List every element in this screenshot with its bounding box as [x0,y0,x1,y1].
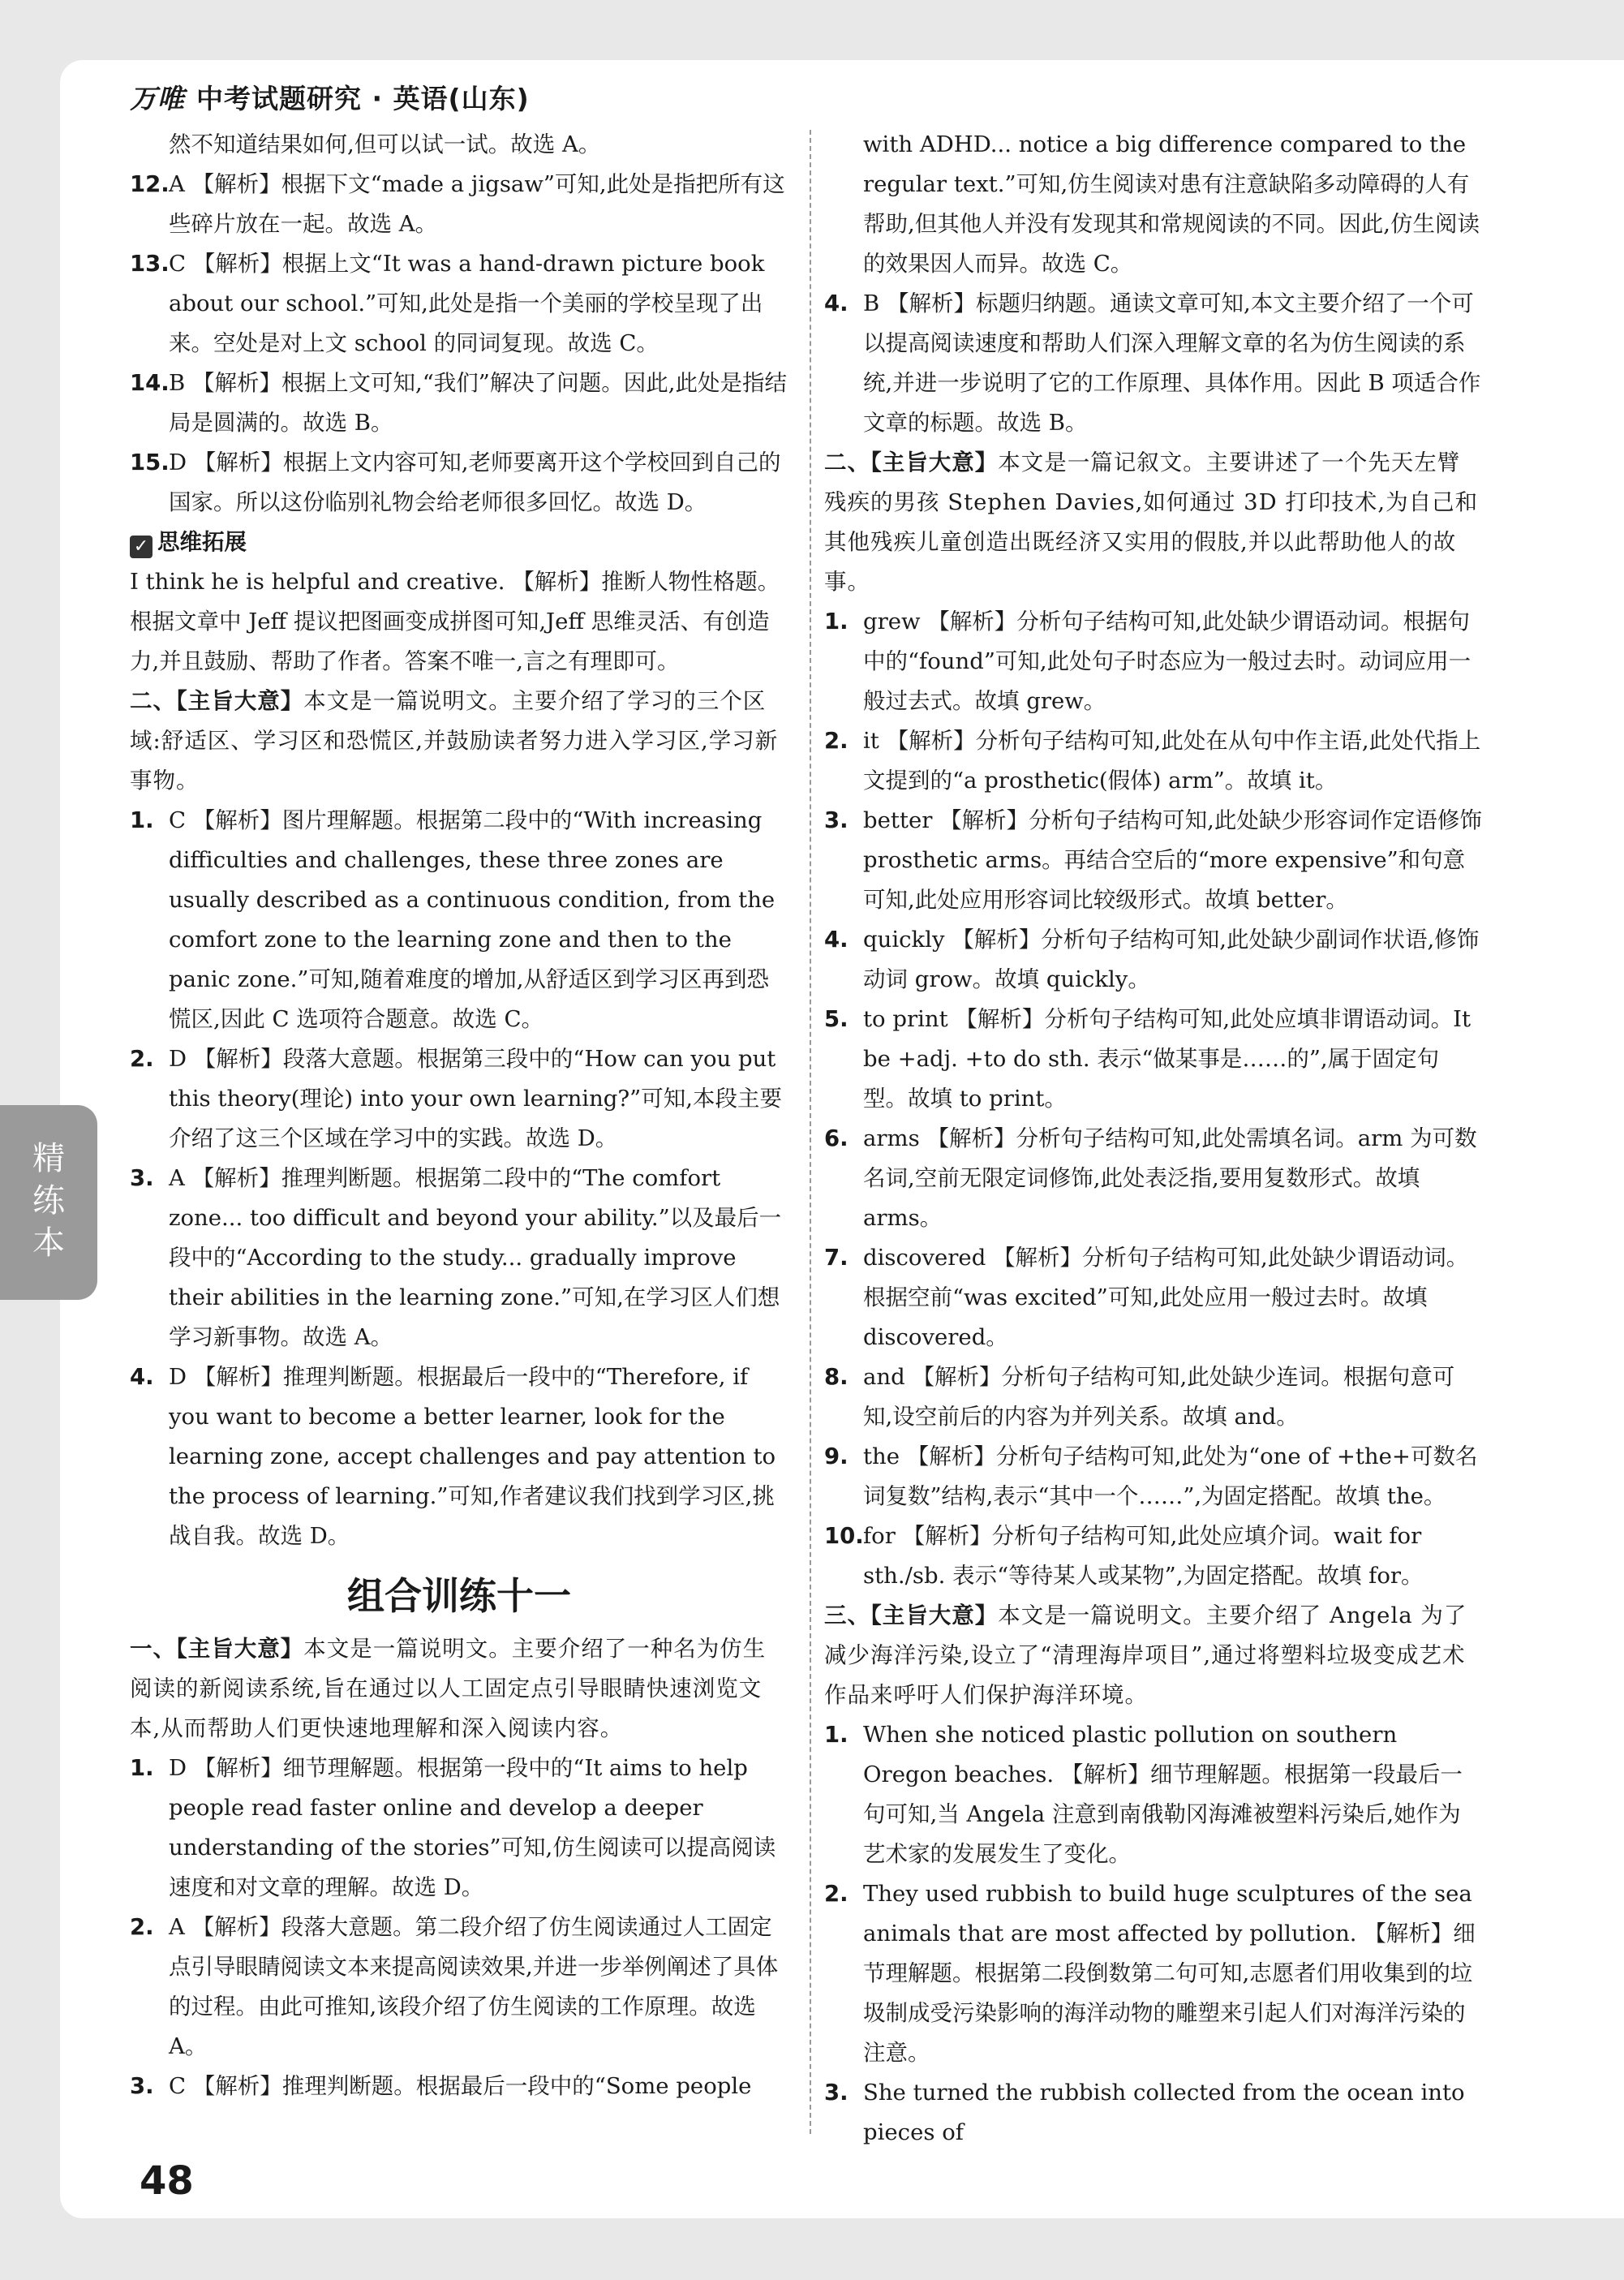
section-label: 二、【主旨大意】 [824,450,999,475]
section-summary [824,1596,1483,1715]
answer-item [824,2073,1483,2153]
item-text: the 【解析】分析句子结构可知,此处为“one of +the+可数名词复数”结构,表示“其中一个……”,为固定搭配。故填 the。 [863,1443,1478,1509]
item-text: She turned the rubbish collected from the ocean into pieces of [863,2080,1465,2145]
item-text: D 【解析】推理判断题。根据最后一段中的“Therefore, if you want to become a better learner, look for the learning zone, accept challenges and pay attention to the process of learning.”可知,作者建议我们找到学习区,挑战自我。故选 D。 [169,1364,776,1549]
answer-item [824,1357,1483,1437]
column-divider [810,130,811,2134]
answer-item [130,165,788,244]
item-text: better 【解析】分析句子结构可知,此处缺少形容词作定语修饰 prosthetic arms。再结合空后的“more expensive”和句意可知,此处应用形容词比较级形式。故填 better。 [863,807,1482,913]
answer-item [130,1908,788,2067]
item-number: 15. [130,450,170,475]
answer-item [130,801,788,1039]
answer-item [130,244,788,364]
item-number: 12. [130,171,170,197]
continuation-text: with ADHD... notice a big difference compared to the regular text.”可知,仿生阅读对患有注意缺陷多动障碍的人有帮助,但其他人并没有发现其和常规阅读的不同。因此,仿生阅读的效果因人而异。故选 C。 [863,131,1480,277]
checkbox-icon: ✓ [130,536,153,558]
answer-item [130,2067,788,2106]
section-label: 三、【主旨大意】 [824,1602,999,1628]
answer-item [824,602,1483,721]
item-text: grew 【解析】分析句子结构可知,此处缺少谓语动词。根据句中的“found”可知,此处句子时态应为一般过去时。动词应用一般过去式。故填 grew。 [863,609,1471,714]
section-text: 本文是一篇说明文。主要介绍了一种名为仿生阅读的新阅读系统,旨在通过以人工固定点引导眼睛快速浏览文本,从而帮助人们更快速地理解和深入阅读内容。 [130,1636,767,1741]
answer-item [130,364,788,443]
item-number: 8. [824,1364,849,1390]
item-number: 4. [824,290,849,316]
item-number: 2. [824,1881,849,1907]
answer-item [824,1238,1483,1357]
item-number: 4. [824,927,849,953]
left-column [130,125,788,2106]
answer-item [824,721,1483,801]
answer-item [130,1159,788,1357]
item-text: it 【解析】分析句子结构可知,此处在从句中作主语,此处代指上文提到的“a prosthetic(假体) arm”。故填 it。 [863,728,1481,794]
item-number: 4. [130,1364,154,1390]
section-summary [130,682,788,801]
item-number: 3. [130,2073,154,2099]
side-tab-char: 精 [32,1140,65,1177]
answer-item [824,1874,1483,2073]
item-number: 10. [824,1523,864,1549]
item-number: 2. [130,1914,154,1940]
page-number: 48 [140,2158,194,2204]
answer-item [130,1039,788,1159]
thinking-extension-text: I think he is helpful and creative. 【解析】推断人物性格题。根据文章中 Jeff 提议把图画变成拼图可知,Jeff 思维灵活、有创造力,并且鼓励、帮助了作者。答案不唯一,言之有理即可。 [130,569,780,674]
header-title: 中考试题研究 · 英语(山东) [196,83,530,114]
page-header [130,78,530,116]
item-text: D 【解析】根据上文内容可知,老师要离开这个学校回到自己的国家。所以这份临别礼物会给老师很多回忆。故选 D。 [169,450,781,515]
section-text: 本文是一篇记叙文。主要讲述了一个先天左臂残疾的男孩 Stephen Davies,如何通过 3D 打印技术,为自己和其他残疾儿童创造出既经济又实用的假肢,并以此帮助他人的故事。 [824,450,1479,595]
item-number: 3. [824,807,849,833]
item-text: quickly 【解析】分析句子结构可知,此处缺少副词作状语,修饰动词 grow。故填 quickly。 [863,927,1480,992]
section-text: 本文是一篇说明文。主要介绍了学习的三个区域:舒适区、学习区和恐慌区,并鼓励读者努力进入学习区,学习新事物。 [130,688,779,794]
thinking-extension-title: 思维拓展 [157,529,247,555]
answer-item [824,284,1483,443]
answer-item [130,1357,788,1556]
item-number: 14. [130,370,170,396]
item-text: B 【解析】根据上文可知,“我们”解决了问题。因此,此处是指结局是圆满的。故选 B。 [169,370,788,436]
answer-item [824,1119,1483,1238]
combo-training-title: 组合训练十一 [347,1574,571,1618]
answer-item [130,443,788,523]
item-number: 1. [824,609,849,635]
answer-item [824,1516,1483,1596]
side-tab-char: 练 [32,1182,65,1220]
answer-item [130,1749,788,1908]
section-text: 本文是一篇说明文。主要介绍了 Angela 为了减少海洋污染,设立了“清理海岸项目”,通过将塑料垃圾变成艺术作品来呼吁人们保护海洋环境。 [824,1602,1467,1708]
item-number: 2. [130,1046,154,1072]
item-text: arms 【解析】分析句子结构可知,此处需填名词。arm 为可数名词,空前无限定词修饰,此处表泛指,要用复数形式。故填 arms。 [863,1125,1477,1231]
side-tab-char: 本 [32,1224,65,1262]
thinking-extension-heading [130,523,788,562]
continuation-text: 然不知道结果如何,但可以试一试。故选 A。 [169,131,601,157]
item-text: When she noticed plastic pollution on southern Oregon beaches. 【解析】细节理解题。根据第一段最后一句可知,当 Angela 注意到南俄勒冈海滩被塑料污染后,她作为艺术家的发展发生了变化。 [863,1722,1463,1867]
item-number: 1. [130,1755,154,1781]
item-text: discovered 【解析】分析句子结构可知,此处缺少谓语动词。根据空前“was excited”可知,此处应用一般过去时。故填 discovered。 [863,1245,1469,1350]
item-text: B 【解析】标题归纳题。通读文章可知,本文主要介绍了一个可以提高阅读速度和帮助人们深入理解文章的名为仿生阅读的系统,并进一步说明了它的工作原理、具体作用。因此 B 项适合作文章的标题。故选 B。 [863,290,1481,436]
section-label: 二、【主旨大意】 [130,688,304,714]
answer-item [824,920,1483,1000]
answer-item [824,1715,1483,1874]
section-label: 一、【主旨大意】 [130,1636,304,1662]
item-text: A 【解析】推理判断题。根据第二段中的“The comfort zone... too difficult and beyond your ability.”以及最后一段中的“According to the study... gradually improve their abilities in the learning zone.”可知,在学习区人们想学习新事物。故选 A。 [169,1165,782,1350]
item-number: 3. [130,1165,154,1191]
item-text: C 【解析】根据上文“It was a hand-drawn picture book about our school.”可知,此处是指一个美丽的学校呈现了出来。空处是对上文 school 的同词复现。故选 C。 [169,251,765,356]
item-text: D 【解析】段落大意题。根据第三段中的“How can you put this theory(理论) into your own learning?”可知,本段主要介绍了这三个区域在学习中的实践。故选 D。 [169,1046,782,1151]
item-text: D 【解析】细节理解题。根据第一段中的“It aims to help people read faster online and develop a deeper understanding of the stories”可知,仿生阅读可以提高阅读速度和对文章的理解。故选 D。 [169,1755,776,1900]
item-number: 1. [130,807,154,833]
item-text: to print 【解析】分析句子结构可知,此处应填非谓语动词。It be +adj. +to do sth. 表示“做某事是……的”,属于固定句型。故填 to print。 [863,1006,1471,1112]
answer-item [824,1437,1483,1516]
right-column [824,125,1483,2153]
item-number: 13. [130,251,170,277]
section-summary [824,443,1483,602]
item-number: 5. [824,1006,849,1032]
answer-item [824,801,1483,920]
item-number: 1. [824,1722,849,1748]
item-text: A 【解析】段落大意题。第二段介绍了仿生阅读通过人工固定点引导眼睛阅读文本来提高阅读效果,并进一步举例阐述了具体的过程。由此可推知,该段介绍了仿生阅读的工作原理。故选 A。 [169,1914,779,2059]
brand-logo: 万唯 [130,83,185,114]
item-text: and 【解析】分析句子结构可知,此处缺少连词。根据句意可知,设空前后的内容为并列关系。故填 and。 [863,1364,1455,1430]
item-number: 3. [824,2080,849,2106]
item-text: They used rubbish to build huge sculptures of the sea animals that are most affected by pollution. 【解析】细节理解题。根据第二段倒数第二句可知,志愿者们用收集到的垃圾制成受污染影响的海洋动物的雕塑来引起人们对海洋污染的注意。 [863,1881,1476,2066]
item-text: A 【解析】根据下文“made a jigsaw”可知,此处是指把所有这些碎片放在一起。故选 A。 [169,171,785,237]
item-number: 6. [824,1125,849,1151]
item-number: 7. [824,1245,849,1271]
item-text: C 【解析】图片理解题。根据第二段中的“With increasing difficulties and challenges, these three zones are usually described as a continuous condition, from the comfort zone to the learning zone and then to the panic zone.”可知,随着难度的增加,从舒适区到学习区再到恐慌区,因此 C 选项符合题意。故选 C。 [169,807,775,1032]
item-number: 2. [824,728,849,754]
item-number: 9. [824,1443,849,1469]
item-text: C 【解析】推理判断题。根据最后一段中的“Some people [169,2073,752,2099]
section-summary [130,1629,788,1749]
side-tab [0,1105,97,1300]
item-text: for 【解析】分析句子结构可知,此处应填介词。wait for sth./sb. 表示“等待某人或某物”,为固定搭配。故填 for。 [863,1523,1424,1589]
answer-item [824,1000,1483,1119]
